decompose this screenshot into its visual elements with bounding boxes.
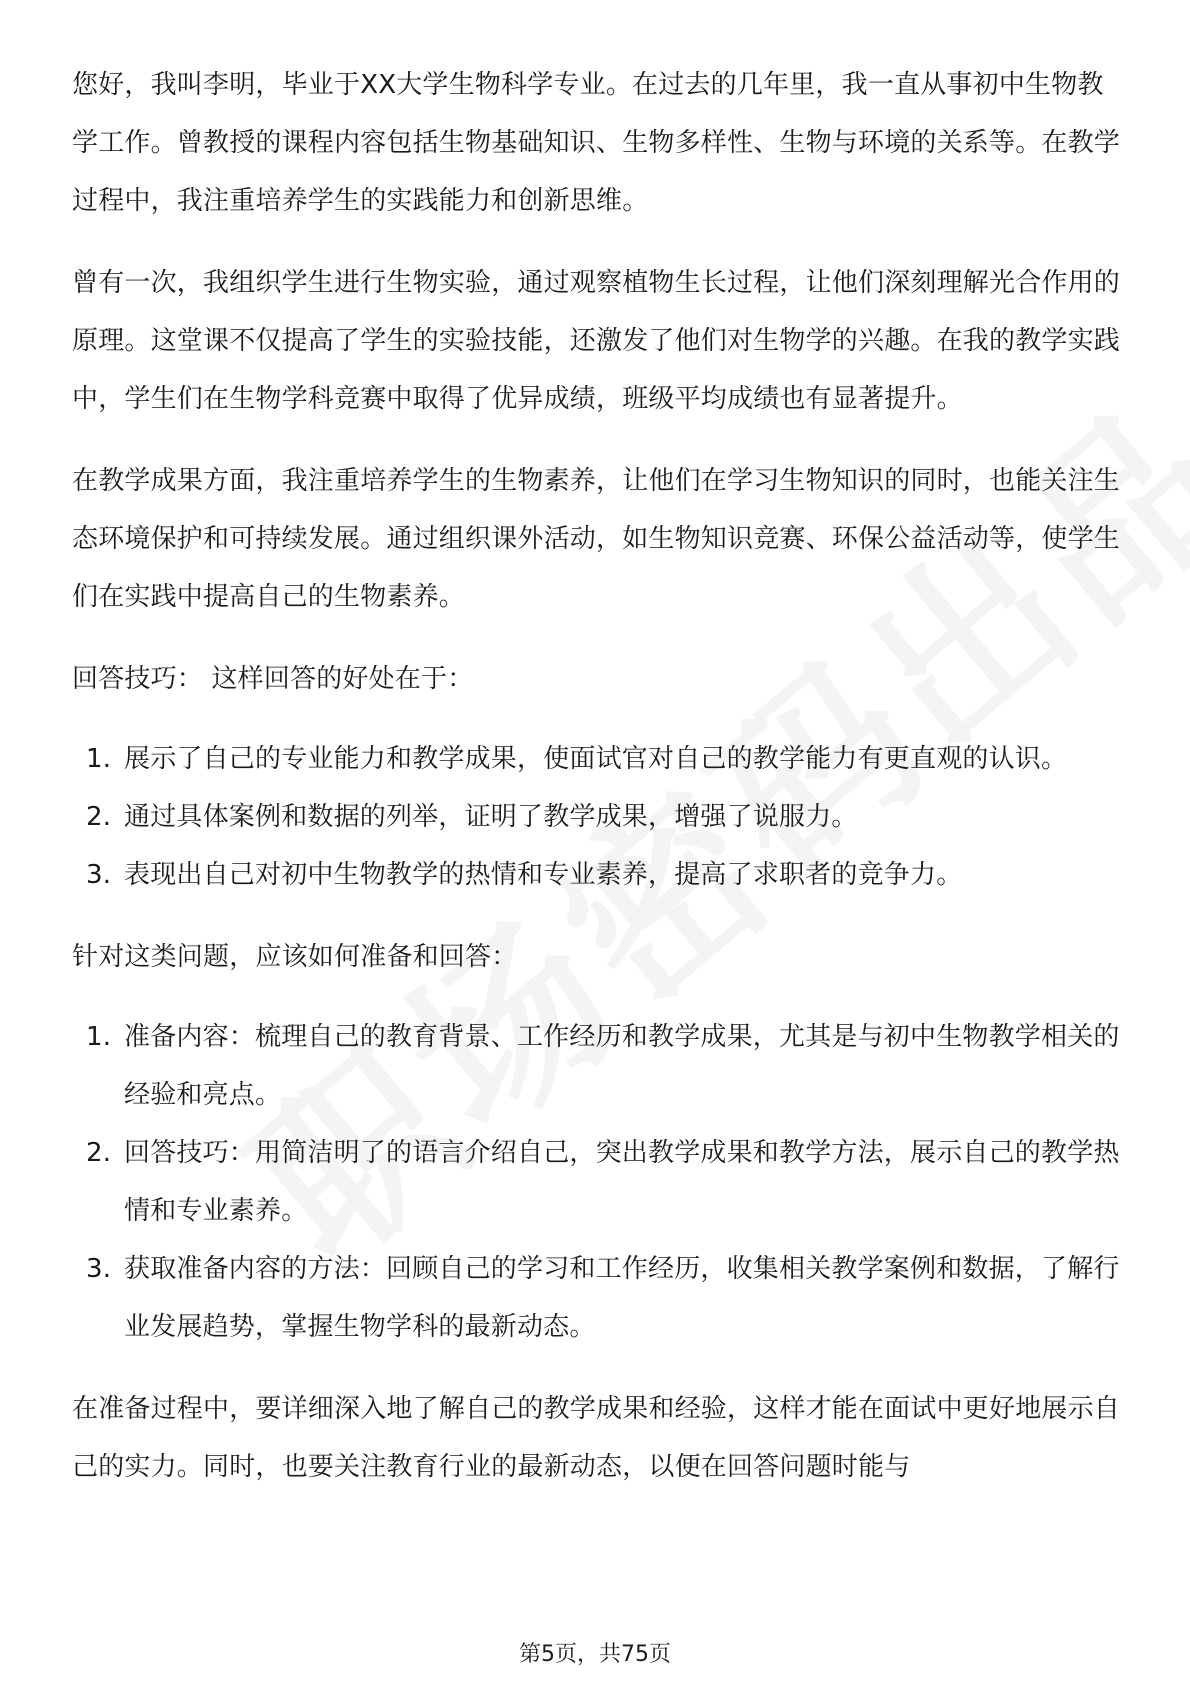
list-item-number: 1.: [86, 1022, 112, 1052]
tips-heading: 回答技巧： 这样回答的好处在于：: [72, 664, 474, 694]
list-item: [72, 1008, 1126, 1124]
paragraph-experiment: 曾有一次，我组织学生进行生物实验，通过观察植物生长过程，让他们深刻理解光合作用的原理。这堂课不仅提高了学生的实验技能，还激发了他们对生物学的兴趣。在我的教学实践中，学生们在生物学科竞赛中取得了优异成绩，班级平均成绩也有显著提升。: [72, 268, 1121, 414]
list-item-text: 获取准备内容的方法：回顾自己的学习和工作经历，收集相关教学案例和数据，了解行业发展趋势，掌握生物学科的最新动态。: [124, 1254, 1120, 1342]
list-item: [72, 1124, 1126, 1240]
list-item-text: 展示了自己的专业能力和教学成果，使面试官对自己的教学能力有更直观的认识。: [124, 744, 1068, 774]
list-item: [72, 846, 1126, 904]
list-item-number: 3.: [86, 860, 112, 890]
list-item-number: 2.: [86, 1138, 112, 1168]
paragraph-intro: 您好，我叫李明，毕业于XX大学生物科学专业。在过去的几年里，我一直从事初中生物教学工作。曾教授的课程内容包括生物基础知识、生物多样性、生物与环境的关系等。在教学过程中，我注重培养学生的实践能力和创新思维。: [72, 70, 1121, 216]
list-item-text: 回答技巧：用简洁明了的语言介绍自己，突出教学成果和教学方法，展示自己的教学热情和专业素养。: [124, 1138, 1120, 1226]
list-item-text: 表现出自己对初中生物教学的热情和专业素养，提高了求职者的竞争力。: [124, 860, 963, 890]
paragraph-closing: 在准备过程中，要详细深入地了解自己的教学成果和经验，这样才能在面试中更好地展示自己的实力。同时，也要关注教育行业的最新动态，以便在回答问题时能与: [72, 1394, 1121, 1482]
paragraph-achievements: 在教学成果方面，我注重培养学生的生物素养，让他们在学习生物知识的同时，也能关注生态环境保护和可持续发展。通过组织课外活动，如生物知识竞赛、环保公益活动等，使学生们在实践中提高自己的生物素养。: [72, 466, 1121, 612]
document-body: [72, 56, 1126, 1520]
list-item: [72, 730, 1126, 788]
list-item-number: 1.: [86, 744, 112, 774]
tips-list: [72, 730, 1126, 904]
prep-list: [72, 1008, 1126, 1356]
list-item-text: 准备内容：梳理自己的教育背景、工作经历和教学成果，尤其是与初中生物教学相关的经验和亮点。: [124, 1022, 1120, 1110]
prep-heading: 针对这类问题，应该如何准备和回答：: [72, 942, 518, 972]
list-item-number: 2.: [86, 802, 112, 832]
page-number-footer: 第5页，共75页: [519, 1642, 671, 1667]
list-item-text: 通过具体案例和数据的列举，证明了教学成果，增强了说服力。: [124, 802, 858, 832]
list-item: [72, 1240, 1126, 1356]
list-item: [72, 788, 1126, 846]
list-item-number: 3.: [86, 1254, 112, 1284]
